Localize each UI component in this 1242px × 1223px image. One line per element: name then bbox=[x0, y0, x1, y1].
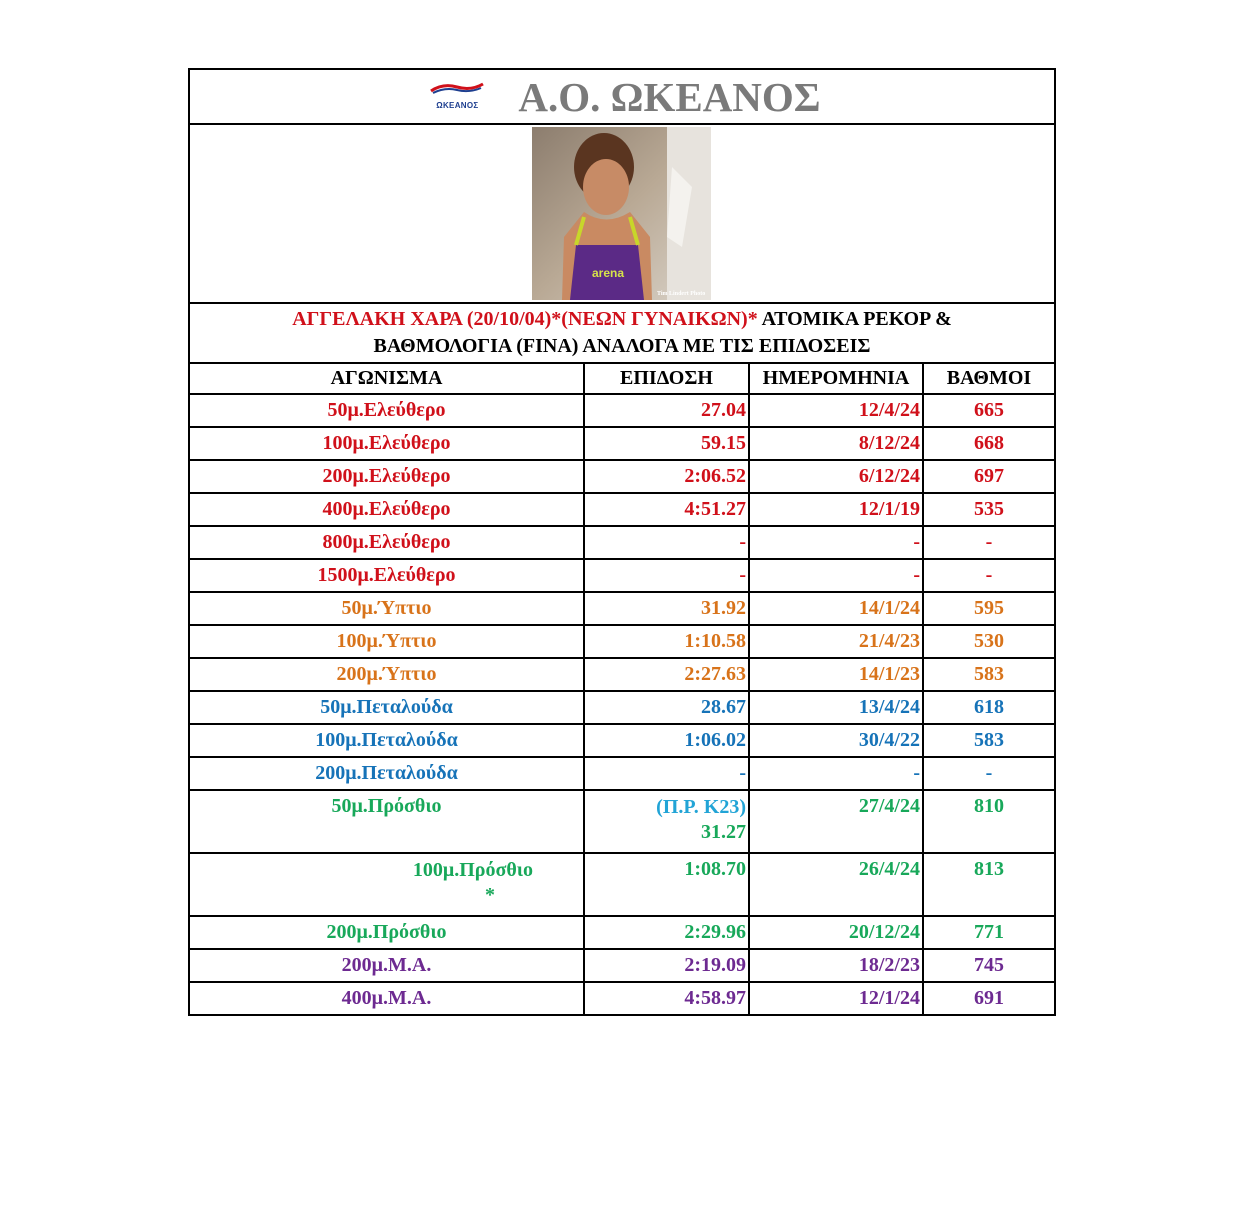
table-row bbox=[189, 790, 1055, 853]
event-cell: 200μ.Ύπτιο bbox=[189, 658, 584, 691]
col-date: ΗΜΕΡΟΜΗΝΙΑ bbox=[749, 363, 923, 394]
event-cell: 200μ.Πρόσθιο bbox=[189, 916, 584, 949]
date-cell: 12/4/24 bbox=[749, 394, 923, 427]
club-header bbox=[189, 69, 1055, 124]
points-cell: 618 bbox=[923, 691, 1055, 724]
records-sheet bbox=[188, 68, 1054, 1016]
photo-watermark: Tim Lindert Photo bbox=[657, 291, 706, 297]
performance-cell: - bbox=[584, 526, 749, 559]
performance-cell: 2:19.09 bbox=[584, 949, 749, 982]
points-cell: 810 bbox=[923, 790, 1055, 853]
records-table bbox=[188, 68, 1056, 1016]
records-body-end bbox=[189, 916, 1055, 1015]
date-cell: 26/4/24 bbox=[749, 853, 923, 916]
date-cell: - bbox=[749, 526, 923, 559]
table-row bbox=[189, 658, 1055, 691]
event-cell: 800μ.Ελεύθερο bbox=[189, 526, 584, 559]
performance-cell: 2:06.52 bbox=[584, 460, 749, 493]
table-row bbox=[189, 691, 1055, 724]
event-mark: * bbox=[485, 884, 495, 906]
record-title bbox=[189, 303, 1055, 363]
record-note: (Π.Ρ. Κ23) bbox=[656, 796, 746, 818]
wave-logo-icon bbox=[423, 81, 491, 95]
table-row bbox=[189, 757, 1055, 790]
table-row bbox=[189, 724, 1055, 757]
event-cell: 50μ.Ύπτιο bbox=[189, 592, 584, 625]
date-cell: - bbox=[749, 559, 923, 592]
table-row bbox=[189, 427, 1055, 460]
date-cell: 27/4/24 bbox=[749, 790, 923, 853]
date-cell: 8/12/24 bbox=[749, 427, 923, 460]
table-row bbox=[189, 853, 1055, 916]
date-cell: 18/2/23 bbox=[749, 949, 923, 982]
records-body bbox=[189, 394, 1055, 790]
points-cell: 745 bbox=[923, 949, 1055, 982]
event-cell: 1500μ.Ελεύθερο bbox=[189, 559, 584, 592]
col-event: ΑΓΩΝΙΣΜΑ bbox=[189, 363, 584, 394]
performance-cell: - bbox=[584, 757, 749, 790]
table-row bbox=[189, 982, 1055, 1015]
column-header-row bbox=[189, 363, 1055, 394]
performance-cell: 2:27.63 bbox=[584, 658, 749, 691]
event-cell: 50μ.Πεταλούδα bbox=[189, 691, 584, 724]
date-cell: 14/1/24 bbox=[749, 592, 923, 625]
date-cell: 13/4/24 bbox=[749, 691, 923, 724]
performance-cell: 4:51.27 bbox=[584, 493, 749, 526]
swimmer-photo bbox=[532, 127, 711, 300]
date-cell: 14/1/23 bbox=[749, 658, 923, 691]
performance-cell: 31.92 bbox=[584, 592, 749, 625]
date-cell: 21/4/23 bbox=[749, 625, 923, 658]
event-cell: 100μ.Ύπτιο bbox=[189, 625, 584, 658]
points-cell: 583 bbox=[923, 724, 1055, 757]
event-cell: 50μ.Πρόσθιο bbox=[189, 790, 584, 853]
date-cell: 12/1/24 bbox=[749, 982, 923, 1015]
event-cell: 200μ.Ελεύθερο bbox=[189, 460, 584, 493]
points-cell: 530 bbox=[923, 625, 1055, 658]
event-name: 100μ.Πρόσθιο bbox=[412, 859, 533, 881]
points-cell: - bbox=[923, 757, 1055, 790]
performance-cell: 1:06.02 bbox=[584, 724, 749, 757]
event-cell: 400μ.Ελεύθερο bbox=[189, 493, 584, 526]
points-cell: 813 bbox=[923, 853, 1055, 916]
points-cell: 697 bbox=[923, 460, 1055, 493]
performance-cell: 1:10.58 bbox=[584, 625, 749, 658]
table-row bbox=[189, 493, 1055, 526]
photo-cell bbox=[189, 124, 1055, 303]
event-cell bbox=[189, 853, 584, 916]
performance-cell: 1:08.70 bbox=[584, 853, 749, 916]
points-cell: 583 bbox=[923, 658, 1055, 691]
date-cell: - bbox=[749, 757, 923, 790]
performance-cell bbox=[584, 790, 749, 853]
event-cell: 400μ.Μ.Α. bbox=[189, 982, 584, 1015]
date-cell: 30/4/22 bbox=[749, 724, 923, 757]
points-cell: 668 bbox=[923, 427, 1055, 460]
table-row bbox=[189, 526, 1055, 559]
event-cell: 50μ.Ελεύθερο bbox=[189, 394, 584, 427]
col-points: ΒΑΘΜΟΙ bbox=[923, 363, 1055, 394]
table-row bbox=[189, 559, 1055, 592]
date-cell: 12/1/19 bbox=[749, 493, 923, 526]
club-title: Α.Ο. ΩΚΕΑΝΟΣ bbox=[518, 73, 821, 120]
date-cell: 20/12/24 bbox=[749, 916, 923, 949]
table-row bbox=[189, 394, 1055, 427]
title-part-1: ΑΤΟΜΙΚΑ ΡΕΚΟΡ & bbox=[757, 308, 952, 330]
event-cell: 100μ.Πεταλούδα bbox=[189, 724, 584, 757]
table-row bbox=[189, 625, 1055, 658]
date-cell: 6/12/24 bbox=[749, 460, 923, 493]
table-row bbox=[189, 592, 1055, 625]
table-row bbox=[189, 460, 1055, 493]
performance-cell: - bbox=[584, 559, 749, 592]
points-cell: 535 bbox=[923, 493, 1055, 526]
points-cell: 665 bbox=[923, 394, 1055, 427]
title-part-2: ΒΑΘΜΟΛΟΓΙΑ (FINA) ΑΝΑΛΟΓΑ ΜΕ ΤΙΣ ΕΠΙΔΟΣΕΙΣ bbox=[373, 335, 871, 357]
table-row bbox=[189, 949, 1055, 982]
event-cell: 100μ.Ελεύθερο bbox=[189, 427, 584, 460]
event-cell: 200μ.Μ.Α. bbox=[189, 949, 584, 982]
table-row bbox=[189, 916, 1055, 949]
logo-text: ΩΚΕΑΝΟΣ bbox=[436, 100, 479, 110]
performance-cell: 28.67 bbox=[584, 691, 749, 724]
performance-value: 31.27 bbox=[701, 821, 746, 843]
performance-cell: 59.15 bbox=[584, 427, 749, 460]
performance-cell: 4:58.97 bbox=[584, 982, 749, 1015]
athlete-heading: ΑΓΓΕΛΑΚΗ ΧΑΡΑ (20/10/04)*(ΝΕΩΝ ΓΥΝΑΙΚΩΝ)* bbox=[292, 308, 758, 330]
points-cell: 771 bbox=[923, 916, 1055, 949]
col-performance: ΕΠΙΔΟΣΗ bbox=[584, 363, 749, 394]
performance-cell: 27.04 bbox=[584, 394, 749, 427]
event-cell: 200μ.Πεταλούδα bbox=[189, 757, 584, 790]
performance-cell: 2:29.96 bbox=[584, 916, 749, 949]
points-cell: 595 bbox=[923, 592, 1055, 625]
points-cell: - bbox=[923, 559, 1055, 592]
points-cell: - bbox=[923, 526, 1055, 559]
club-logo bbox=[423, 78, 491, 110]
svg-text:arena: arena bbox=[592, 266, 625, 280]
points-cell: 691 bbox=[923, 982, 1055, 1015]
